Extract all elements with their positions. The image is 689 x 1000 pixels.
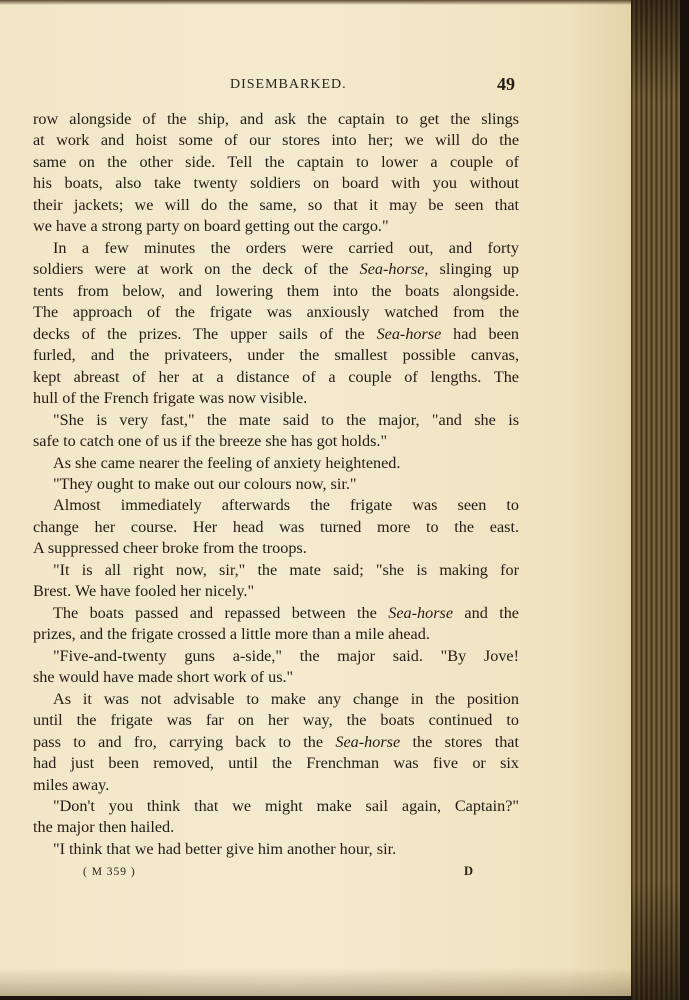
text-line: until the frigate was far on her way, the boats continued to bbox=[33, 711, 519, 730]
text-line: "She is very fast," the mate said to the major, "and she is bbox=[53, 410, 519, 429]
text-line: she would have made short work of us." bbox=[33, 668, 294, 687]
text-line: As she came nearer the feeling of anxiety heightened. bbox=[53, 453, 401, 472]
text-line: In a few minutes the orders were carried out, and forty bbox=[53, 238, 519, 257]
text-line: furled, and the privateers, under the smallest possible canvas, bbox=[33, 346, 519, 365]
signature-mark: ( M 359 ) bbox=[83, 866, 136, 878]
text-line: had just been removed, until the Frenchman was five or six bbox=[33, 754, 519, 773]
text-line: "Five-and-twenty guns a-side," the major said. "By Jove! bbox=[53, 646, 519, 665]
text-line: his boats, also take twenty soldiers on board with you without bbox=[33, 174, 519, 193]
page-number: 49 bbox=[497, 74, 515, 94]
text-line: the major then hailed. bbox=[33, 818, 175, 837]
text-line: The approach of the frigate was anxiously watched from the bbox=[33, 303, 519, 322]
page-top-shadow bbox=[0, 0, 642, 5]
text-line: prizes, and the frigate crossed a little more than a mile ahead. bbox=[33, 625, 430, 644]
text-line: hull of the French frigate was now visible. bbox=[33, 389, 308, 408]
text-line: "Don't you think that we might make sail again, Captain?" bbox=[53, 797, 519, 815]
text-line: their jackets; we will do the same, so that it may be seen that bbox=[33, 195, 519, 214]
text-line: "It is all right now, sir," the mate said; "she is making for bbox=[53, 560, 519, 579]
book-cover-edge bbox=[680, 0, 689, 1000]
text-line: Brest. We have fooled her nicely." bbox=[33, 582, 255, 601]
ship-name: Sea-horse bbox=[335, 732, 401, 751]
text-line: Almost immediately afterwards the frigate was seen to bbox=[53, 496, 519, 515]
text-line: tents from below, and lowering them into the boats alongside. bbox=[33, 281, 519, 300]
ship-name: Sea-horse bbox=[388, 603, 453, 622]
text-line: "I think that we had better give him another hour, sir. bbox=[53, 839, 397, 858]
text-line: safe to catch one of us if the breeze she has got holds." bbox=[33, 432, 388, 451]
ship-name: Sea-horse bbox=[376, 324, 442, 343]
text-line: pass to and fro, carrying back to the Sea-horse the stores that bbox=[33, 732, 519, 751]
running-head: DISEMBARKED. bbox=[230, 77, 347, 92]
signature-letter: D bbox=[464, 864, 474, 878]
body-text bbox=[33, 109, 519, 860]
page-bottom-shadow bbox=[0, 968, 642, 996]
text-line: kept abreast of her at a distance of a couple of lengths. The bbox=[33, 367, 519, 386]
text-line: The boats passed and repassed between the Sea-horse and the bbox=[53, 603, 519, 622]
text-line: change her course. Her head was turned more to the east. bbox=[33, 517, 519, 536]
text-line: same on the other side. Tell the captain to lower a couple of bbox=[33, 152, 519, 171]
ship-name: Sea-horse bbox=[359, 260, 425, 279]
text-line: A suppressed cheer broke from the troops. bbox=[33, 539, 307, 558]
text-line: miles away. bbox=[33, 775, 110, 794]
text-line: "They ought to make out our colours now, sir." bbox=[53, 474, 357, 493]
text-line: at work and hoist some of our stores into her; we will do the bbox=[33, 131, 519, 150]
text-line: soldiers were at work on the deck of the Sea-horse, slinging up bbox=[33, 260, 519, 279]
text-line: row alongside of the ship, and ask the captain to get the slings bbox=[33, 110, 519, 128]
text-line: decks of the prizes. The upper sails of the Sea-horse had been bbox=[33, 324, 519, 343]
text-line: we have a strong party on board getting out the cargo." bbox=[33, 217, 389, 236]
text-line: As it was not advisable to make any change in the position bbox=[53, 689, 519, 708]
